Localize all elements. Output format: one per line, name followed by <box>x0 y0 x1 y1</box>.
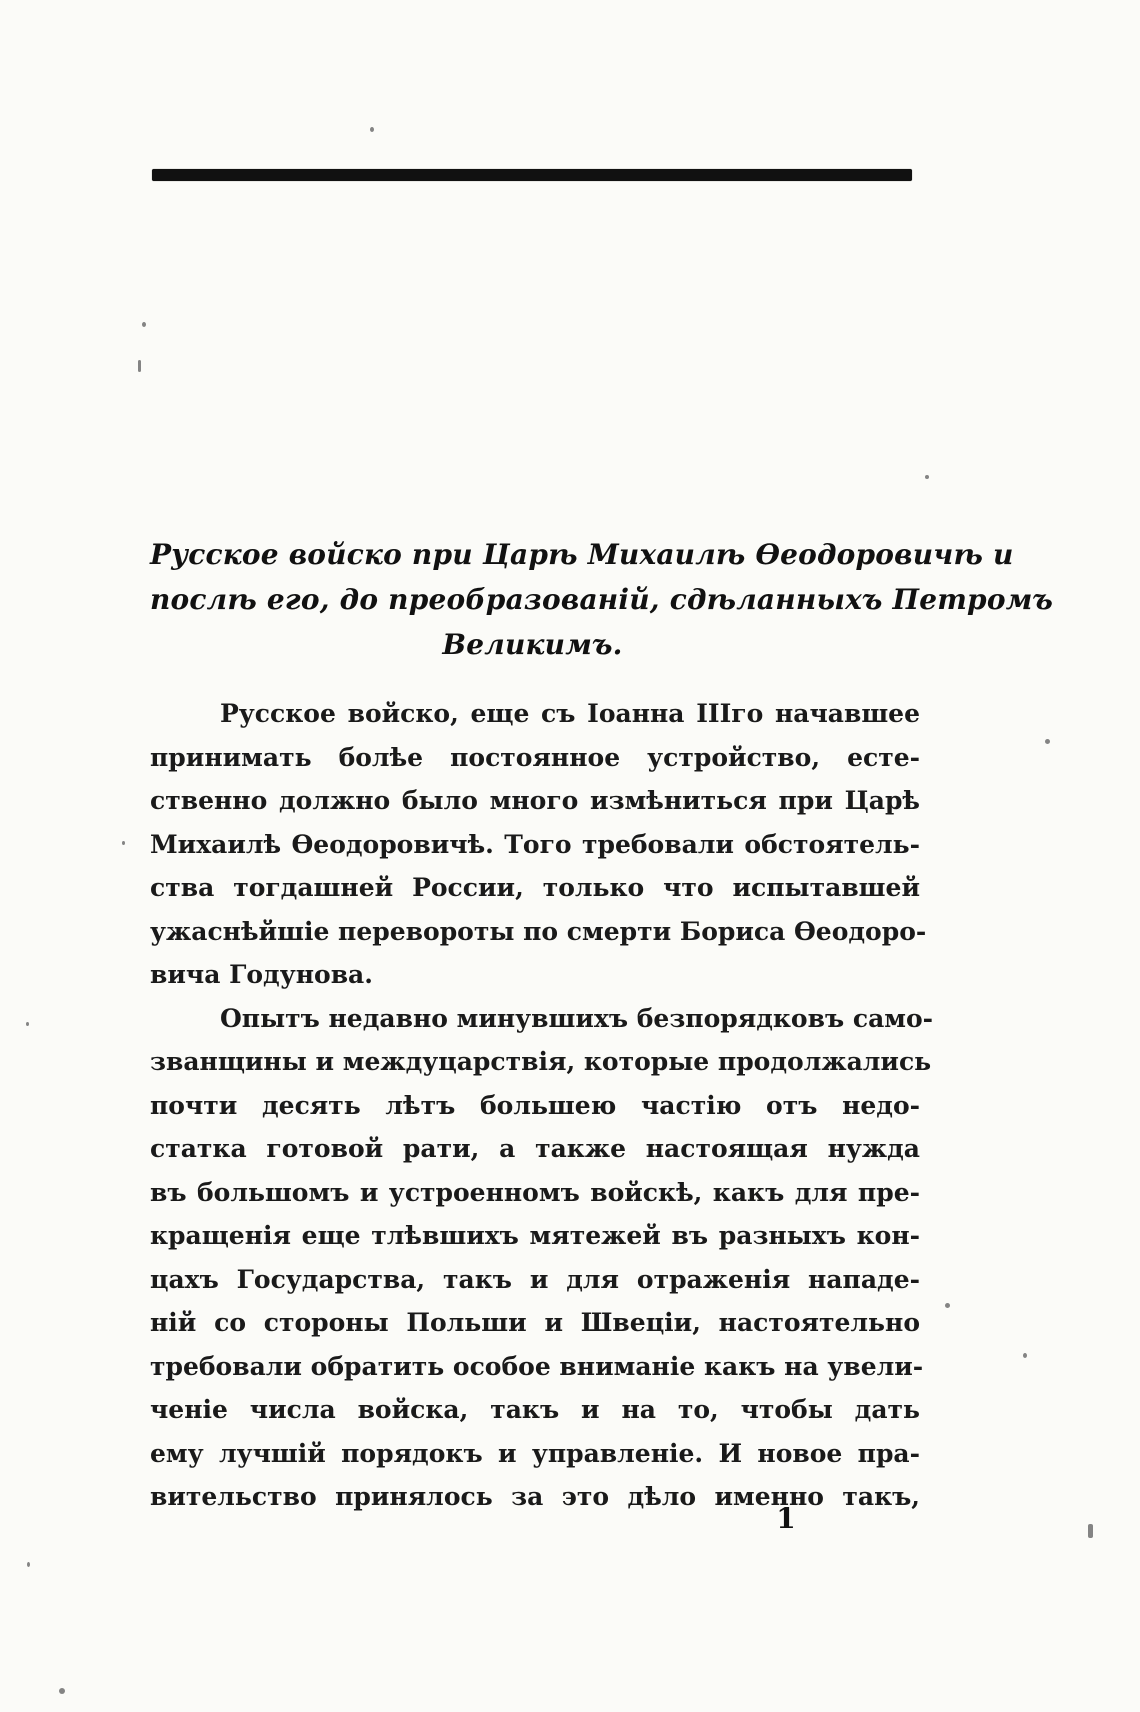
paragraph-2-line-1: Опытъ недавно минувшихъ безпорядковъ само- <box>220 1003 934 1033</box>
paragraph-2-line-4: статка готовой рати, а также настоящая нужда <box>150 1134 920 1163</box>
paragraph-2-line-2: званщины и междуцарствія, которые продолжались <box>150 1047 932 1076</box>
paragraph-2-line-12: вительство принялось за это дѣло именно такъ, <box>150 1482 920 1511</box>
paragraph-2-line-5: въ большомъ и устроенномъ войскѣ, какъ для пре- <box>150 1177 920 1207</box>
paragraph-1-line-7: вича Годунова. <box>150 960 373 989</box>
paper-speck <box>925 475 929 479</box>
paragraph-2-line-9: требовали обратить особое вниманіе какъ на увели- <box>150 1351 924 1381</box>
paper-speck <box>138 360 141 372</box>
paragraph-2-line-11: ему лучшій порядокъ и управленіе. И новое пра- <box>150 1438 920 1468</box>
paragraph-1-line-4: Михаилѣ Ѳеодоровичѣ. Того требовали обстоятель- <box>150 829 920 859</box>
heading-line-2: послѣ его, до преобразованій, сдѣланныхъ Петромъ <box>150 583 1054 616</box>
top-horizontal-rule <box>152 169 912 181</box>
paragraph-2-line-6: кращенія еще тлѣвшихъ мятежей въ разныхъ кон- <box>150 1221 920 1250</box>
paper-speck <box>26 1022 29 1026</box>
chapter-heading <box>150 532 1054 667</box>
paragraph-1-line-3: ственно должно было много измѣниться при Царѣ <box>150 786 920 815</box>
paper-speck <box>59 1688 65 1694</box>
paragraph-1-line-1: Русское войско, еще съ Іоанна ІІІго начавшее <box>220 699 920 728</box>
paper-speck <box>945 1303 950 1308</box>
paper-speck <box>27 1562 30 1567</box>
paper-speck <box>370 127 374 132</box>
paper-speck <box>1023 1353 1027 1358</box>
paper-speck <box>1045 739 1050 744</box>
paragraph-2-line-7: цахъ Государства, такъ и для отраженія нападе- <box>150 1264 920 1294</box>
heading-line-1: Русское войско при Царѣ Михаилѣ Ѳеодоровичѣ и <box>150 538 1014 571</box>
paper-speck <box>1088 1524 1093 1538</box>
heading-line-3: Великимъ. <box>442 628 623 661</box>
paper-speck <box>122 841 125 845</box>
paragraph-2-line-3: почти десять лѣтъ большею частію отъ недо- <box>150 1090 920 1120</box>
paragraph-1-line-5: ства тогдашней России, только что испытавшей <box>150 873 920 902</box>
paper-speck <box>142 322 146 327</box>
paragraph-1-line-6: ужаснѣйшіе перевороты по смерти Бориса Ѳеодоро- <box>150 916 927 946</box>
paragraph-1-line-2: принимать болѣе постоянное устройство, есте- <box>150 742 920 772</box>
paragraph-2-line-10: ченіе числа войска, такъ и на то, чтобы дать <box>150 1395 920 1424</box>
page-number: 1 <box>776 1502 796 1535</box>
main-body-text <box>150 692 934 1519</box>
paragraph-2-line-8: ній со стороны Польши и Швеціи, настоятельно <box>150 1308 920 1337</box>
